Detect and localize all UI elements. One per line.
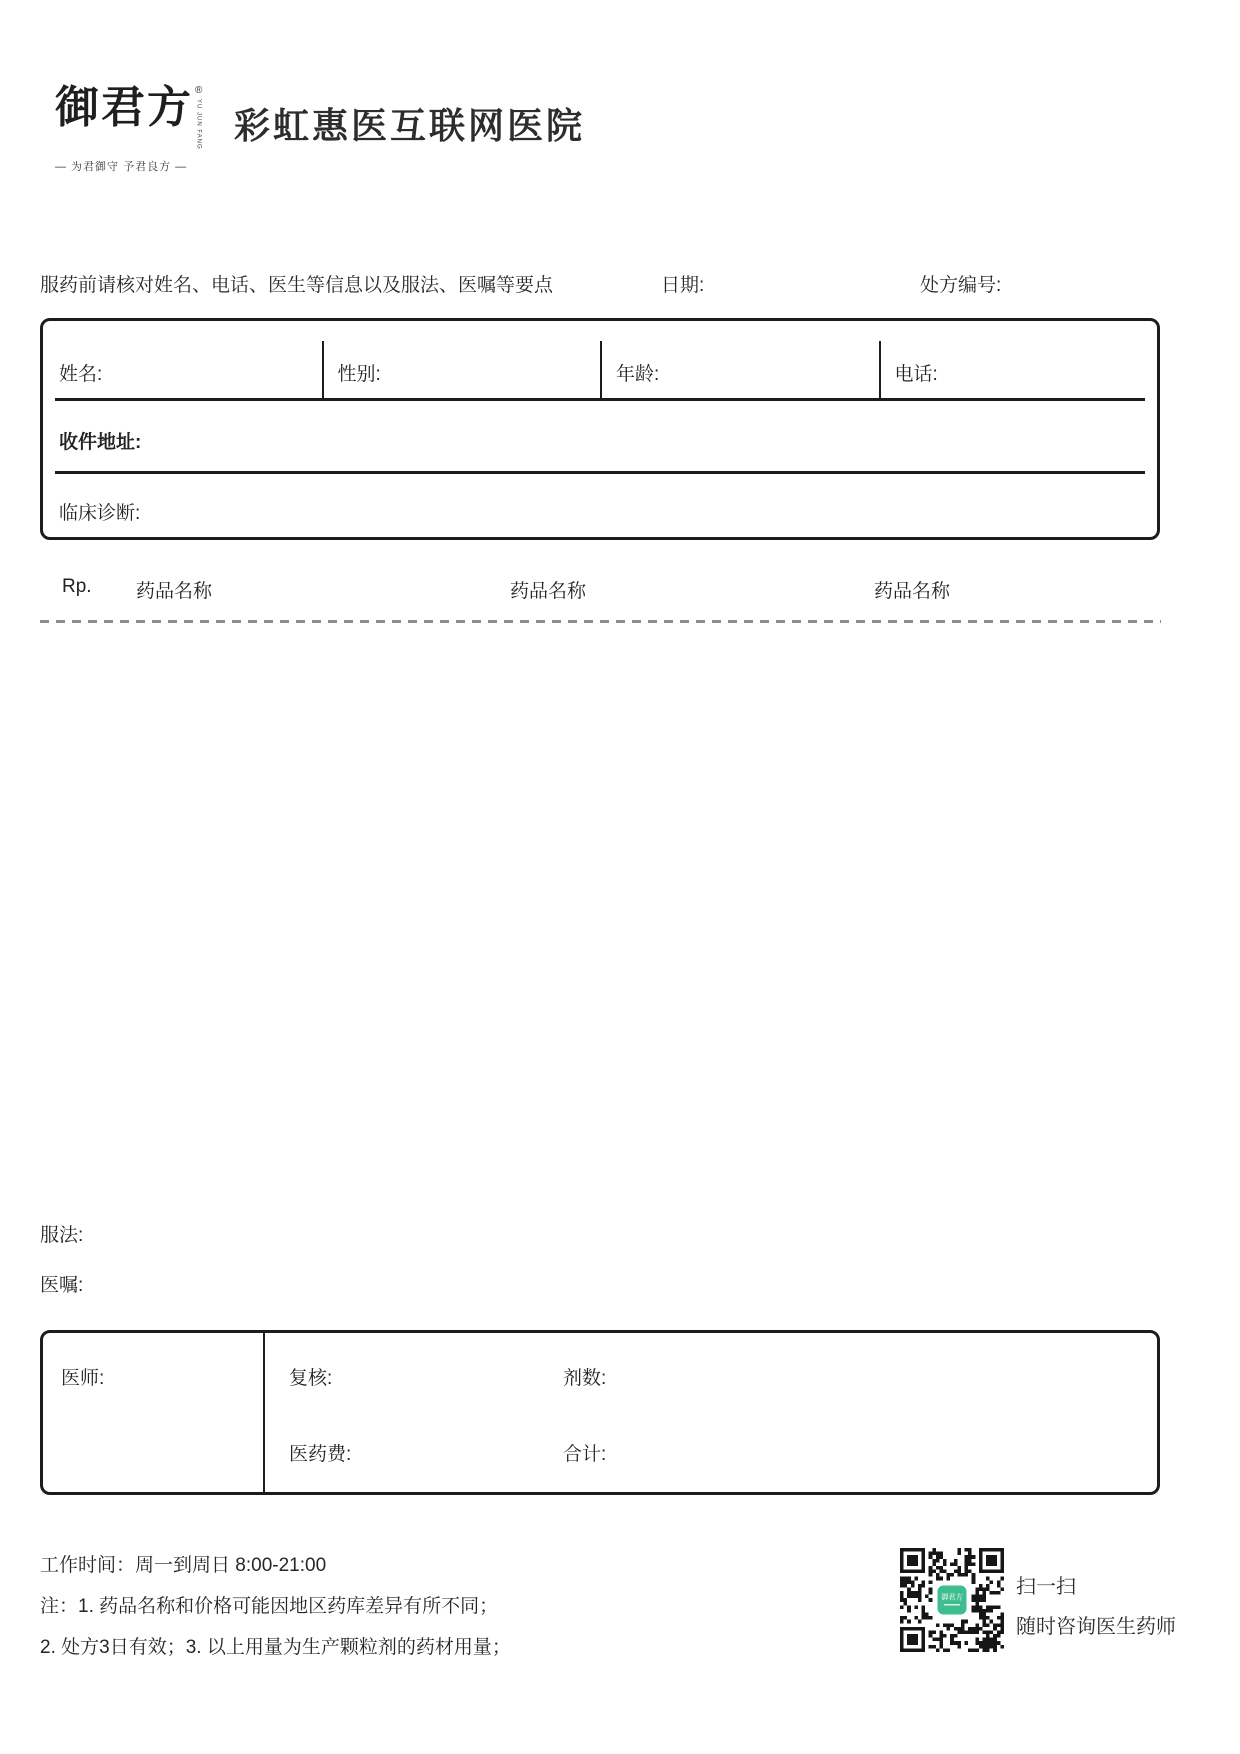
drug-name-column-header: 药品名称	[510, 581, 587, 602]
qr-center-logo-text: 御君方	[941, 1593, 963, 1602]
patient-phone-field	[879, 321, 938, 398]
qr-caption-consult: 随时咨询医生药师	[1016, 1616, 1176, 1638]
patient-name-field	[43, 321, 102, 398]
prescription-number-label: 处方编号:	[920, 275, 1002, 296]
footer-note-line1: 注：1. 药品名称和价格可能因地区药库差异有所不同；	[40, 1596, 499, 1617]
patient-info-box	[40, 318, 1160, 540]
brand-logo	[55, 84, 205, 174]
rp-header-row	[0, 576, 1240, 602]
drug-name-column-header: 药品名称	[136, 581, 213, 602]
field-separator	[879, 341, 881, 398]
rp-label: Rp.	[62, 576, 92, 597]
usage-method-label: 服法:	[40, 1225, 84, 1246]
brand-tagline: — 为君御守 予君良方 —	[55, 160, 188, 173]
brand-logo-pinyin: YU JUN FANG	[195, 99, 202, 150]
doctor-advice-label: 医嘱:	[40, 1275, 84, 1296]
drug-name-column-header: 药品名称	[874, 581, 951, 602]
signoff-box	[40, 1330, 1160, 1495]
brand-logo-side	[195, 86, 202, 150]
brand-logo-text: 御君方	[55, 82, 193, 133]
dashed-divider	[40, 620, 1161, 623]
patient-age-field	[600, 321, 659, 398]
working-hours-text: 工作时间：周一到周日 8:00-21:00	[40, 1555, 327, 1576]
qr-center-logo-underline	[944, 1604, 960, 1606]
date-label: 日期:	[661, 275, 705, 296]
clinical-diagnosis-label: 临床诊断:	[59, 503, 141, 524]
drug-list-area	[40, 626, 1160, 1212]
footer-note-line2: 2. 处方3日有效；3. 以上用量为生产颗粒剂的药材用量；	[40, 1637, 511, 1658]
brand-logo-main	[55, 84, 205, 150]
shipping-address-label: 收件地址:	[59, 432, 142, 453]
qr-code	[900, 1548, 1004, 1652]
patient-identity-row	[43, 321, 1157, 398]
patient-name-label: 姓名:	[59, 364, 103, 385]
review-label: 复核:	[289, 1368, 333, 1389]
qr-code-image	[900, 1548, 1004, 1652]
registered-trademark-icon: ®	[195, 85, 203, 96]
notice-row	[0, 270, 1240, 296]
qr-caption-scan: 扫一扫	[1016, 1576, 1076, 1598]
dose-count-label: 剂数:	[563, 1368, 607, 1389]
row-divider	[55, 398, 1145, 401]
physician-label: 医师:	[61, 1368, 105, 1389]
patient-gender-field	[322, 321, 381, 398]
hospital-name-title: 彩虹惠医互联网医院	[234, 105, 586, 146]
medication-check-reminder: 服药前请核对姓名、电话、医生等信息以及服法、医嘱等要点	[40, 275, 554, 296]
patient-age-label: 年龄:	[616, 364, 660, 385]
patient-gender-label: 性别:	[337, 364, 381, 385]
signoff-divider	[263, 1333, 265, 1492]
field-separator	[322, 341, 324, 398]
medical-fee-label: 医药费:	[289, 1444, 352, 1465]
patient-phone-label: 电话:	[894, 364, 938, 385]
total-label: 合计:	[563, 1444, 607, 1465]
field-separator	[600, 341, 602, 398]
row-divider	[55, 471, 1145, 474]
